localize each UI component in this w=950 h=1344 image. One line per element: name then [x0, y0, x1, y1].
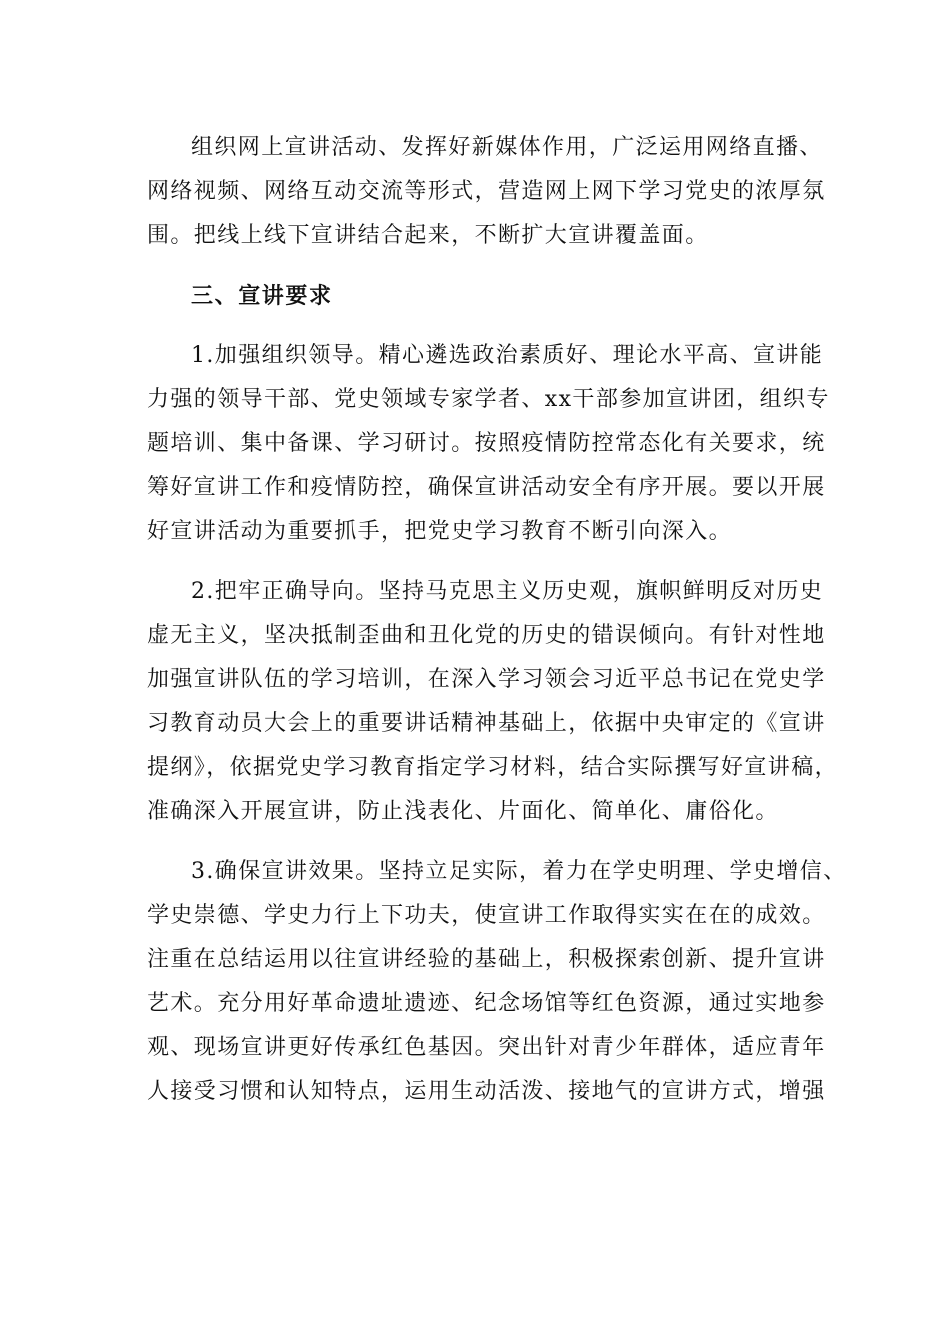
paragraph-online-outreach	[147, 126, 826, 258]
text-line: 提纲》，依据党史学习教育指定学习材料，结合实际撰写好宣讲稿，	[147, 755, 839, 780]
text-line: 虚无主义，坚决抵制歪曲和丑化党的历史的错误倾向。有针对性地	[147, 623, 826, 648]
text-line: 网络视频、网络互动交流等形式，营造网上网下学习党史的浓厚氛	[147, 179, 826, 204]
text-line: 好宣讲活动为重要抓手，把党史学习教育不断引向深入。	[147, 519, 733, 544]
paragraph-effectiveness	[147, 850, 847, 1114]
section-heading-requirements	[147, 274, 807, 318]
text-line: 学史崇德、学史力行上下功夫，使宣讲工作取得实实在在的成效。	[147, 903, 826, 928]
text-line: 艺术。充分用好革命遗址遗迹、纪念场馆等红色资源，通过实地参	[147, 991, 826, 1016]
text-line: 2.把牢正确导向。坚持马克思主义历史观，旗帜鲜明反对历史	[191, 579, 824, 604]
text-line: 加强宣讲队伍的学习培训，在深入学习领会习近平总书记在党史学	[147, 667, 826, 692]
text-line: 题培训、集中备课、学习研讨。按照疫情防控常态化有关要求，统	[147, 431, 826, 456]
document-body	[147, 126, 847, 1130]
text-line: 习教育动员大会上的重要讲话精神基础上，依据中央审定的《宣讲	[147, 711, 826, 736]
text-line: 力强的领导干部、党史领域专家学者、xx干部参加宣讲团，组织专	[147, 387, 830, 412]
section-heading: 三、宣讲要求	[191, 283, 333, 309]
text-line: 1.加强组织领导。精心遴选政治素质好、理论水平高、宣讲能	[191, 343, 824, 368]
text-line: 准确深入开展宣讲，防止浅表化、片面化、简单化、庸俗化。	[147, 799, 779, 824]
text-line: 组织网上宣讲活动、发挥好新媒体作用，广泛运用网络直播、	[191, 135, 823, 160]
text-line: 注重在总结运用以往宣讲经验的基础上，积极探索创新、提升宣讲	[147, 947, 826, 972]
text-line: 人接受习惯和认知特点，运用生动活泼、接地气的宣讲方式，增强	[147, 1079, 826, 1104]
text-line: 3.确保宣讲效果。坚持立足实际，着力在学史明理、学史增信、	[191, 859, 847, 884]
text-line: 筹好宣讲工作和疫情防控，确保宣讲活动安全有序开展。要以开展	[147, 475, 826, 500]
text-line: 观、现场宣讲更好传承红色基因。突出针对青少年群体，适应青年	[147, 1035, 826, 1060]
text-line: 围。把线上线下宣讲结合起来，不断扩大宣讲覆盖面。	[147, 223, 709, 248]
paragraph-orientation	[147, 570, 839, 834]
paragraph-organization	[147, 334, 830, 554]
